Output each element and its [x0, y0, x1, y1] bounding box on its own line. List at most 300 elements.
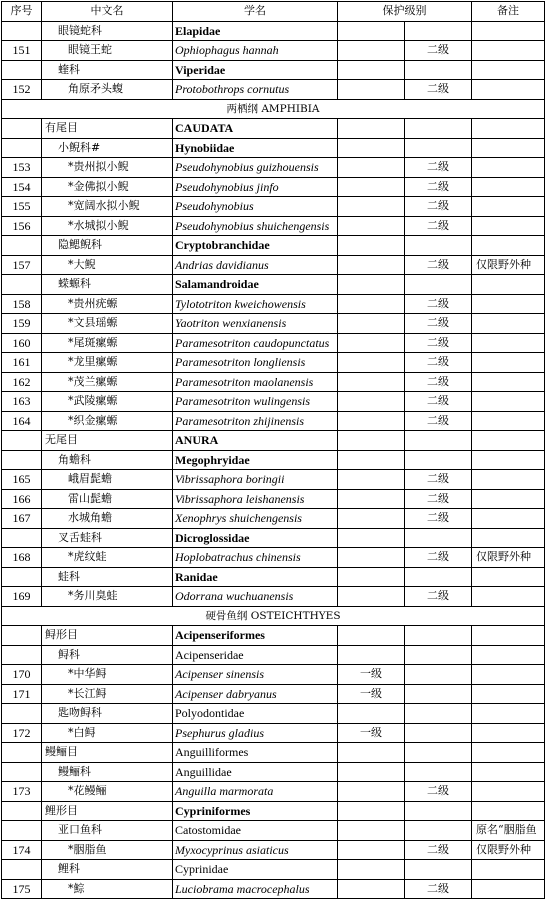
level-first-class	[338, 528, 405, 548]
level-second-class	[405, 567, 472, 587]
row-number: 153	[2, 158, 42, 178]
chinese-name: *胭脂鱼	[42, 840, 173, 860]
level-second-class	[405, 138, 472, 158]
level-first-class	[338, 450, 405, 470]
note-cell	[472, 567, 545, 587]
level-second-class	[405, 665, 472, 685]
row-number	[2, 21, 42, 41]
order-row	[2, 743, 545, 763]
level-first-class	[338, 275, 405, 295]
note-cell	[472, 879, 545, 899]
species-row	[2, 255, 545, 275]
level-first-class	[338, 392, 405, 412]
row-number: 155	[2, 197, 42, 217]
level-first-class	[338, 80, 405, 100]
species-row	[2, 392, 545, 412]
species-row	[2, 177, 545, 197]
note-cell	[472, 704, 545, 724]
scientific-name: Dicroglossidae	[173, 528, 338, 548]
level-first-class	[338, 41, 405, 61]
scientific-name: Pseudohynobius	[173, 197, 338, 217]
family-row	[2, 450, 545, 470]
chinese-name: 小鲵科#	[42, 138, 173, 158]
scientific-name: Vibrissaphora leishanensis	[173, 489, 338, 509]
row-number: 171	[2, 684, 42, 704]
chinese-name: 蝾螈科	[42, 275, 173, 295]
chinese-name: 鳗鲡目	[42, 743, 173, 763]
note-cell	[472, 431, 545, 451]
chinese-name: 鳗鲡科	[42, 762, 173, 782]
scientific-name: Anguilliformes	[173, 743, 338, 763]
level-second-class: 二级	[405, 216, 472, 236]
note-cell	[472, 528, 545, 548]
chinese-name: 蝰科	[42, 60, 173, 80]
family-row	[2, 21, 545, 41]
scientific-name: Odorrana wuchuanensis	[173, 587, 338, 607]
scientific-name: Luciobrama macrocephalus	[173, 879, 338, 899]
level-first-class	[338, 314, 405, 334]
scientific-name: Pseudohynobius shuichengensis	[173, 216, 338, 236]
chinese-name: 角原矛头蝮	[42, 80, 173, 100]
note-cell	[472, 587, 545, 607]
scientific-name: Acipenseriformes	[173, 626, 338, 646]
level-second-class	[405, 801, 472, 821]
level-first-class	[338, 411, 405, 431]
level-second-class	[405, 275, 472, 295]
level-second-class	[405, 704, 472, 724]
note-cell	[472, 119, 545, 139]
species-row	[2, 840, 545, 860]
class-row	[2, 99, 545, 119]
level-second-class: 二级	[405, 158, 472, 178]
chinese-name: *文县瑶螈	[42, 314, 173, 334]
species-row	[2, 41, 545, 61]
protected-species-table	[1, 1, 545, 899]
row-number: 162	[2, 372, 42, 392]
level-first-class	[338, 801, 405, 821]
row-number: 154	[2, 177, 42, 197]
row-number	[2, 528, 42, 548]
chinese-name: *金佛拟小鲵	[42, 177, 173, 197]
level-second-class	[405, 645, 472, 665]
scientific-name: Cypriniformes	[173, 801, 338, 821]
row-number	[2, 743, 42, 763]
species-row	[2, 353, 545, 373]
header-chinese-name: 中文名	[42, 2, 173, 22]
chinese-name: *尾斑瘰螈	[42, 333, 173, 353]
level-second-class: 二级	[405, 333, 472, 353]
scientific-name: Acipenser sinensis	[173, 665, 338, 685]
family-row	[2, 528, 545, 548]
row-number: 173	[2, 782, 42, 802]
row-number	[2, 704, 42, 724]
scientific-name: Paramesotriton longliensis	[173, 353, 338, 373]
scientific-name: Tylototriton kweichowensis	[173, 294, 338, 314]
level-second-class: 二级	[405, 548, 472, 568]
chinese-name: 角蟾科	[42, 450, 173, 470]
chinese-name: *白鲟	[42, 723, 173, 743]
level-second-class	[405, 821, 472, 841]
level-second-class	[405, 684, 472, 704]
level-first-class	[338, 879, 405, 899]
level-first-class	[338, 704, 405, 724]
level-first-class	[338, 587, 405, 607]
chinese-name: *茂兰瘰螈	[42, 372, 173, 392]
level-first-class	[338, 821, 405, 841]
level-second-class	[405, 762, 472, 782]
scientific-name: Myxocyprinus asiaticus	[173, 840, 338, 860]
note-cell: 仅限野外种	[472, 255, 545, 275]
note-cell	[472, 275, 545, 295]
chinese-name: 眼镜蛇科	[42, 21, 173, 41]
chinese-name: 鲤形目	[42, 801, 173, 821]
level-first-class	[338, 216, 405, 236]
scientific-name: Megophryidae	[173, 450, 338, 470]
scientific-name: Paramesotriton zhijinensis	[173, 411, 338, 431]
species-row	[2, 782, 545, 802]
note-cell: 仅限野外种	[472, 840, 545, 860]
family-row	[2, 275, 545, 295]
level-first-class	[338, 60, 405, 80]
row-number	[2, 626, 42, 646]
order-row	[2, 431, 545, 451]
level-first-class	[338, 431, 405, 451]
species-row	[2, 216, 545, 236]
family-row	[2, 762, 545, 782]
note-cell	[472, 684, 545, 704]
note-cell	[472, 353, 545, 373]
row-number: 172	[2, 723, 42, 743]
level-first-class	[338, 470, 405, 490]
species-row	[2, 158, 545, 178]
species-row	[2, 879, 545, 899]
note-cell	[472, 723, 545, 743]
scientific-name: Salamandroidae	[173, 275, 338, 295]
scientific-name: Viperidae	[173, 60, 338, 80]
note-cell: 原名“胭脂鱼	[472, 821, 545, 841]
family-row	[2, 60, 545, 80]
chinese-name: 无尾目	[42, 431, 173, 451]
note-cell	[472, 41, 545, 61]
note-cell	[472, 645, 545, 665]
chinese-name: 匙吻鲟科	[42, 704, 173, 724]
note-cell	[472, 489, 545, 509]
note-cell	[472, 216, 545, 236]
note-cell	[472, 158, 545, 178]
scientific-name: Ophiophagus hannah	[173, 41, 338, 61]
row-number	[2, 762, 42, 782]
scientific-name: Polyodontidae	[173, 704, 338, 724]
chinese-name: 有尾目	[42, 119, 173, 139]
header-note: 备注	[472, 2, 545, 22]
chinese-name: 鲟形目	[42, 626, 173, 646]
row-number: 151	[2, 41, 42, 61]
scientific-name: Anguilla marmorata	[173, 782, 338, 802]
chinese-name: *宽阔水拟小鲵	[42, 197, 173, 217]
species-row	[2, 587, 545, 607]
row-number: 167	[2, 509, 42, 529]
chinese-name: *鯮	[42, 879, 173, 899]
row-number: 158	[2, 294, 42, 314]
level-first-class: 一级	[338, 723, 405, 743]
species-row	[2, 509, 545, 529]
chinese-name: 隐鳃鲵科	[42, 236, 173, 256]
chinese-name: *水城拟小鲵	[42, 216, 173, 236]
level-first-class	[338, 119, 405, 139]
row-number: 166	[2, 489, 42, 509]
row-number	[2, 60, 42, 80]
scientific-name: Catostomidae	[173, 821, 338, 841]
scientific-name: Pseudohynobius guizhouensis	[173, 158, 338, 178]
species-row	[2, 294, 545, 314]
header-scientific-name: 学名	[173, 2, 338, 22]
level-first-class	[338, 372, 405, 392]
level-first-class	[338, 236, 405, 256]
level-second-class: 二级	[405, 587, 472, 607]
level-first-class	[338, 860, 405, 880]
level-second-class	[405, 450, 472, 470]
level-second-class: 二级	[405, 411, 472, 431]
level-first-class	[338, 197, 405, 217]
level-second-class	[405, 21, 472, 41]
level-second-class: 二级	[405, 314, 472, 334]
species-row	[2, 470, 545, 490]
species-row	[2, 548, 545, 568]
row-number: 160	[2, 333, 42, 353]
level-first-class	[338, 255, 405, 275]
row-number: 168	[2, 548, 42, 568]
level-second-class: 二级	[405, 470, 472, 490]
family-row	[2, 236, 545, 256]
level-first-class	[338, 138, 405, 158]
level-first-class	[338, 294, 405, 314]
chinese-name: *长江鲟	[42, 684, 173, 704]
level-second-class: 二级	[405, 197, 472, 217]
chinese-name: 亚口鱼科	[42, 821, 173, 841]
level-second-class	[405, 60, 472, 80]
order-row	[2, 801, 545, 821]
level-first-class	[338, 489, 405, 509]
chinese-name: *务川臭蛙	[42, 587, 173, 607]
scientific-name: Paramesotriton wulingensis	[173, 392, 338, 412]
level-first-class	[338, 177, 405, 197]
header-protection-level: 保护级别	[338, 2, 472, 22]
level-second-class: 二级	[405, 177, 472, 197]
note-cell	[472, 392, 545, 412]
chinese-name: 叉舌蛙科	[42, 528, 173, 548]
row-number: 161	[2, 353, 42, 373]
species-row	[2, 411, 545, 431]
row-number: 169	[2, 587, 42, 607]
note-cell	[472, 782, 545, 802]
note-cell	[472, 314, 545, 334]
row-number	[2, 138, 42, 158]
level-second-class	[405, 860, 472, 880]
scientific-name: Psephurus gladius	[173, 723, 338, 743]
row-number: 174	[2, 840, 42, 860]
row-number	[2, 567, 42, 587]
row-number	[2, 450, 42, 470]
note-cell: 仅限野外种	[472, 548, 545, 568]
note-cell	[472, 177, 545, 197]
note-cell	[472, 197, 545, 217]
level-second-class	[405, 431, 472, 451]
row-number: 164	[2, 411, 42, 431]
chinese-name: *贵州拟小鲵	[42, 158, 173, 178]
note-cell	[472, 743, 545, 763]
level-second-class: 二级	[405, 41, 472, 61]
header-no: 序号	[2, 2, 42, 22]
species-row	[2, 333, 545, 353]
row-number: 170	[2, 665, 42, 685]
level-first-class	[338, 762, 405, 782]
scientific-name: Anguillidae	[173, 762, 338, 782]
level-first-class	[338, 743, 405, 763]
row-number: 157	[2, 255, 42, 275]
row-number: 175	[2, 879, 42, 899]
level-second-class	[405, 236, 472, 256]
level-second-class: 二级	[405, 392, 472, 412]
row-number	[2, 275, 42, 295]
scientific-name: Yaotriton wenxianensis	[173, 314, 338, 334]
scientific-name: Acipenser dabryanus	[173, 684, 338, 704]
level-first-class	[338, 840, 405, 860]
row-number	[2, 119, 42, 139]
note-cell	[472, 626, 545, 646]
family-row	[2, 138, 545, 158]
row-number: 165	[2, 470, 42, 490]
note-cell	[472, 333, 545, 353]
family-row	[2, 704, 545, 724]
order-row	[2, 626, 545, 646]
table-header-row	[2, 2, 545, 22]
level-second-class	[405, 626, 472, 646]
family-row	[2, 567, 545, 587]
level-first-class	[338, 626, 405, 646]
chinese-name: 蛙科	[42, 567, 173, 587]
note-cell	[472, 450, 545, 470]
level-first-class	[338, 645, 405, 665]
order-row	[2, 119, 545, 139]
level-second-class: 二级	[405, 353, 472, 373]
level-second-class: 二级	[405, 80, 472, 100]
row-number: 156	[2, 216, 42, 236]
scientific-name: Protobothrops cornutus	[173, 80, 338, 100]
note-cell	[472, 138, 545, 158]
level-second-class: 二级	[405, 489, 472, 509]
chinese-name: *花鳗鲡	[42, 782, 173, 802]
row-number	[2, 645, 42, 665]
chinese-name: 鲤科	[42, 860, 173, 880]
chinese-name: 水城角蟾	[42, 509, 173, 529]
species-row	[2, 489, 545, 509]
chinese-name: 眼镜王蛇	[42, 41, 173, 61]
chinese-name: *中华鲟	[42, 665, 173, 685]
level-second-class: 二级	[405, 840, 472, 860]
level-first-class: 一级	[338, 684, 405, 704]
row-number	[2, 860, 42, 880]
family-row	[2, 860, 545, 880]
note-cell	[472, 411, 545, 431]
scientific-name: Cyprinidae	[173, 860, 338, 880]
level-first-class	[338, 567, 405, 587]
scientific-name: Andrias davidianus	[173, 255, 338, 275]
level-first-class	[338, 548, 405, 568]
species-row	[2, 723, 545, 743]
note-cell	[472, 372, 545, 392]
family-row	[2, 821, 545, 841]
row-number: 152	[2, 80, 42, 100]
scientific-name: CAUDATA	[173, 119, 338, 139]
species-row	[2, 684, 545, 704]
level-first-class: 一级	[338, 665, 405, 685]
species-row	[2, 80, 545, 100]
level-first-class	[338, 509, 405, 529]
level-second-class	[405, 528, 472, 548]
note-cell	[472, 236, 545, 256]
species-row	[2, 372, 545, 392]
chinese-name: 雷山髭蟾	[42, 489, 173, 509]
scientific-name: Elapidae	[173, 21, 338, 41]
level-second-class: 二级	[405, 372, 472, 392]
chinese-name: *龙里瘰螈	[42, 353, 173, 373]
scientific-name: Hoplobatrachus chinensis	[173, 548, 338, 568]
chinese-name: *织金瘰螈	[42, 411, 173, 431]
chinese-name: *贵州疣螈	[42, 294, 173, 314]
class-row	[2, 606, 545, 626]
level-second-class: 二级	[405, 782, 472, 802]
level-second-class: 二级	[405, 294, 472, 314]
class-title: 两栖纲 AMPHIBIA	[2, 99, 545, 119]
row-number	[2, 431, 42, 451]
level-first-class	[338, 333, 405, 353]
level-second-class: 二级	[405, 255, 472, 275]
scientific-name: Hynobiidae	[173, 138, 338, 158]
class-title: 硬骨鱼纲 OSTEICHTHYES	[2, 606, 545, 626]
note-cell	[472, 294, 545, 314]
scientific-name: Paramesotriton maolanensis	[173, 372, 338, 392]
note-cell	[472, 665, 545, 685]
level-first-class	[338, 21, 405, 41]
note-cell	[472, 762, 545, 782]
level-second-class: 二级	[405, 879, 472, 899]
row-number	[2, 821, 42, 841]
note-cell	[472, 21, 545, 41]
scientific-name: Vibrissaphora boringii	[173, 470, 338, 490]
level-second-class	[405, 119, 472, 139]
level-second-class	[405, 743, 472, 763]
note-cell	[472, 801, 545, 821]
row-number: 163	[2, 392, 42, 412]
scientific-name: ANURA	[173, 431, 338, 451]
note-cell	[472, 80, 545, 100]
note-cell	[472, 60, 545, 80]
scientific-name: Cryptobranchidae	[173, 236, 338, 256]
scientific-name: Paramesotriton caudopunctatus	[173, 333, 338, 353]
chinese-name: 峨眉髭蟾	[42, 470, 173, 490]
chinese-name: *虎纹蛙	[42, 548, 173, 568]
level-first-class	[338, 353, 405, 373]
chinese-name: *武陵瘰螈	[42, 392, 173, 412]
level-second-class: 二级	[405, 509, 472, 529]
species-row	[2, 197, 545, 217]
level-second-class	[405, 723, 472, 743]
scientific-name: Pseudohynobius jinfo	[173, 177, 338, 197]
chinese-name: *大鲵	[42, 255, 173, 275]
note-cell	[472, 860, 545, 880]
scientific-name: Ranidae	[173, 567, 338, 587]
chinese-name: 鲟科	[42, 645, 173, 665]
